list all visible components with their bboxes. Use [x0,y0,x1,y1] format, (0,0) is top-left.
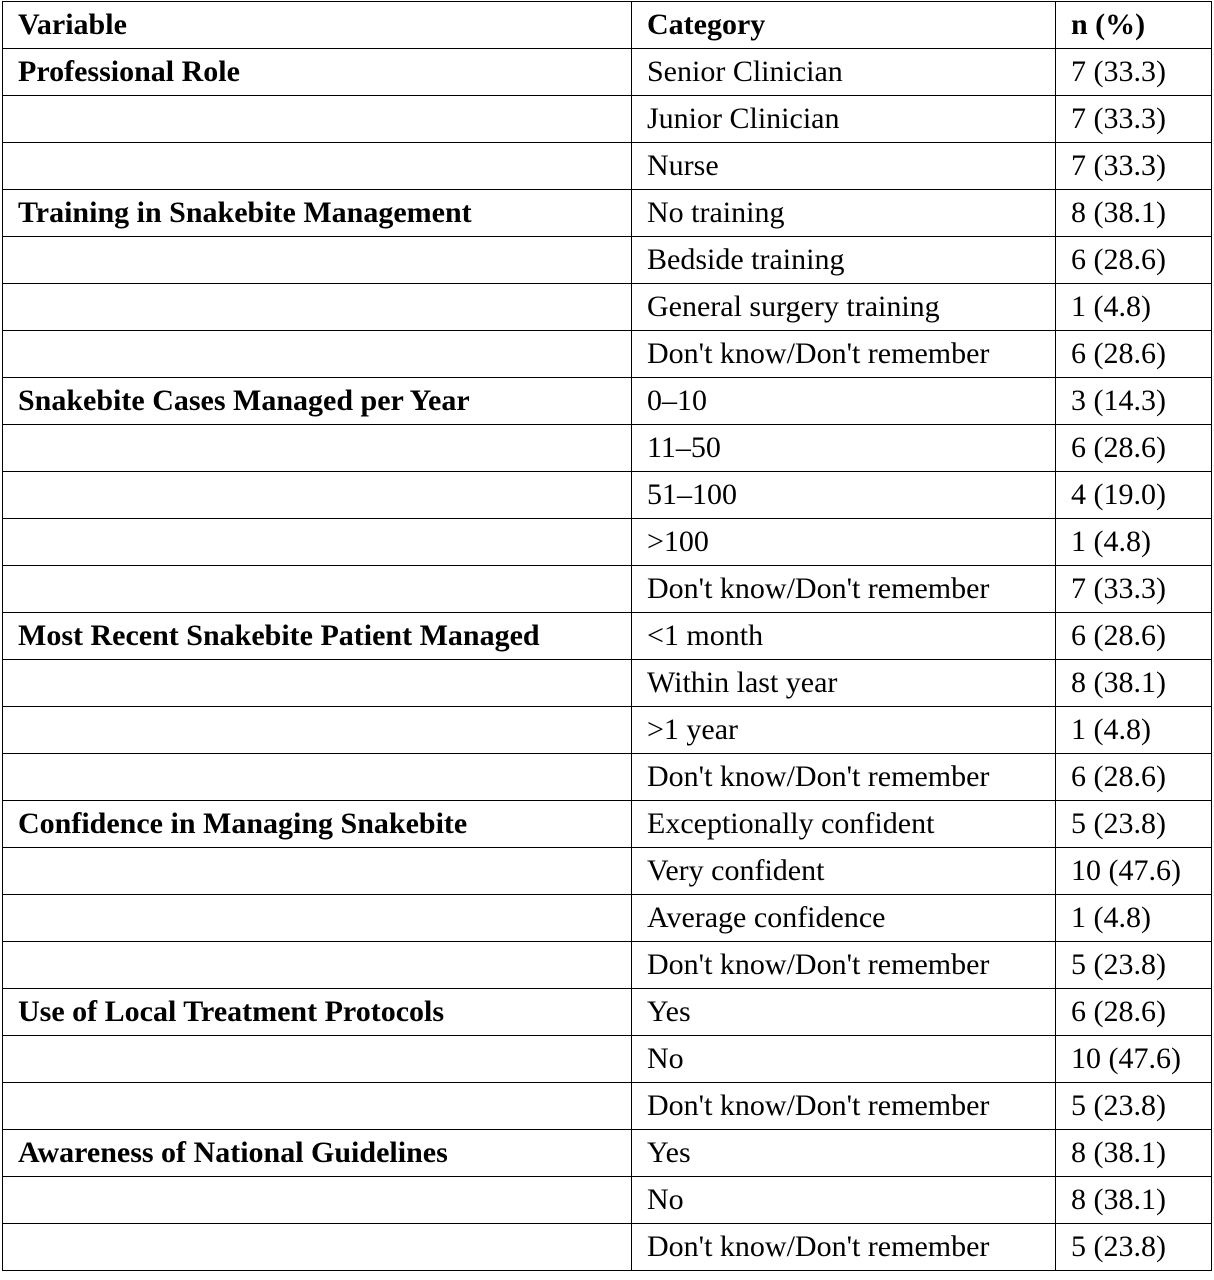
variable-cell [3,1036,632,1083]
n-percent-cell: 6 (28.6) [1056,425,1212,472]
table-row [3,96,1212,143]
category-cell: Don't know/Don't remember [632,566,1056,613]
n-percent-cell: 3 (14.3) [1056,378,1212,425]
variable-cell [3,472,632,519]
category-cell: >100 [632,519,1056,566]
table-row [3,801,1212,848]
category-cell: Very confident [632,848,1056,895]
n-percent-cell: 1 (4.8) [1056,284,1212,331]
table-row [3,378,1212,425]
table-row [3,1224,1212,1271]
header-category: Category [632,2,1056,49]
variable-cell [3,284,632,331]
category-cell: 11–50 [632,425,1056,472]
table-row [3,848,1212,895]
category-cell: No training [632,190,1056,237]
table-row [3,660,1212,707]
category-cell: General surgery training [632,284,1056,331]
table-header [3,2,1212,49]
n-percent-cell: 7 (33.3) [1056,49,1212,96]
category-cell: Don't know/Don't remember [632,1083,1056,1130]
n-percent-cell: 8 (38.1) [1056,190,1212,237]
variable-cell: Awareness of National Guidelines [3,1130,632,1177]
variable-cell [3,519,632,566]
n-percent-cell: 7 (33.3) [1056,566,1212,613]
table-row [3,472,1212,519]
variable-cell [3,895,632,942]
n-percent-cell: 5 (23.8) [1056,801,1212,848]
table-row [3,1083,1212,1130]
table-row [3,284,1212,331]
variable-cell [3,566,632,613]
table-body [3,49,1212,1271]
category-cell: Don't know/Don't remember [632,1224,1056,1271]
table-row [3,237,1212,284]
category-cell: Don't know/Don't remember [632,331,1056,378]
table-row [3,613,1212,660]
table-row [3,425,1212,472]
variable-cell [3,96,632,143]
header-row [3,2,1212,49]
table-row [3,1130,1212,1177]
variable-cell [3,942,632,989]
category-cell: >1 year [632,707,1056,754]
variable-cell [3,1083,632,1130]
variable-cell [3,754,632,801]
table-row [3,331,1212,378]
header-n-percent: n (%) [1056,2,1212,49]
data-table [2,1,1212,1271]
table-row [3,707,1212,754]
category-cell: Don't know/Don't remember [632,942,1056,989]
category-cell: Yes [632,1130,1056,1177]
n-percent-cell: 7 (33.3) [1056,96,1212,143]
table-row [3,566,1212,613]
n-percent-cell: 1 (4.8) [1056,895,1212,942]
n-percent-cell: 4 (19.0) [1056,472,1212,519]
table-row [3,143,1212,190]
n-percent-cell: 1 (4.8) [1056,519,1212,566]
n-percent-cell: 8 (38.1) [1056,1130,1212,1177]
category-cell: Don't know/Don't remember [632,754,1056,801]
n-percent-cell: 6 (28.6) [1056,754,1212,801]
category-cell: Nurse [632,143,1056,190]
category-cell: <1 month [632,613,1056,660]
variable-cell [3,143,632,190]
n-percent-cell: 5 (23.8) [1056,1224,1212,1271]
category-cell: Exceptionally confident [632,801,1056,848]
category-cell: Junior Clinician [632,96,1056,143]
category-cell: No [632,1036,1056,1083]
header-variable: Variable [3,2,632,49]
n-percent-cell: 8 (38.1) [1056,660,1212,707]
table-row [3,754,1212,801]
variable-cell: Professional Role [3,49,632,96]
variable-cell [3,331,632,378]
category-cell: Yes [632,989,1056,1036]
variable-cell [3,1177,632,1224]
category-cell: Within last year [632,660,1056,707]
table-row [3,989,1212,1036]
variable-cell [3,848,632,895]
n-percent-cell: 6 (28.6) [1056,331,1212,378]
n-percent-cell: 10 (47.6) [1056,848,1212,895]
variable-cell [3,660,632,707]
category-cell: Average confidence [632,895,1056,942]
category-cell: No [632,1177,1056,1224]
n-percent-cell: 8 (38.1) [1056,1177,1212,1224]
variable-cell: Most Recent Snakebite Patient Managed [3,613,632,660]
table-row [3,1177,1212,1224]
variable-cell: Training in Snakebite Management [3,190,632,237]
variable-cell: Use of Local Treatment Protocols [3,989,632,1036]
n-percent-cell: 1 (4.8) [1056,707,1212,754]
category-cell: 51–100 [632,472,1056,519]
category-cell: Senior Clinician [632,49,1056,96]
n-percent-cell: 6 (28.6) [1056,613,1212,660]
variable-cell [3,425,632,472]
n-percent-cell: 6 (28.6) [1056,989,1212,1036]
table-row [3,190,1212,237]
variable-cell [3,707,632,754]
variable-cell: Confidence in Managing Snakebite [3,801,632,848]
n-percent-cell: 6 (28.6) [1056,237,1212,284]
table-row [3,1036,1212,1083]
table-row [3,49,1212,96]
category-cell: Bedside training [632,237,1056,284]
table-row [3,942,1212,989]
variable-cell [3,1224,632,1271]
n-percent-cell: 10 (47.6) [1056,1036,1212,1083]
table-row [3,895,1212,942]
variable-cell: Snakebite Cases Managed per Year [3,378,632,425]
table-row [3,519,1212,566]
variable-cell [3,237,632,284]
n-percent-cell: 5 (23.8) [1056,942,1212,989]
n-percent-cell: 7 (33.3) [1056,143,1212,190]
category-cell: 0–10 [632,378,1056,425]
n-percent-cell: 5 (23.8) [1056,1083,1212,1130]
